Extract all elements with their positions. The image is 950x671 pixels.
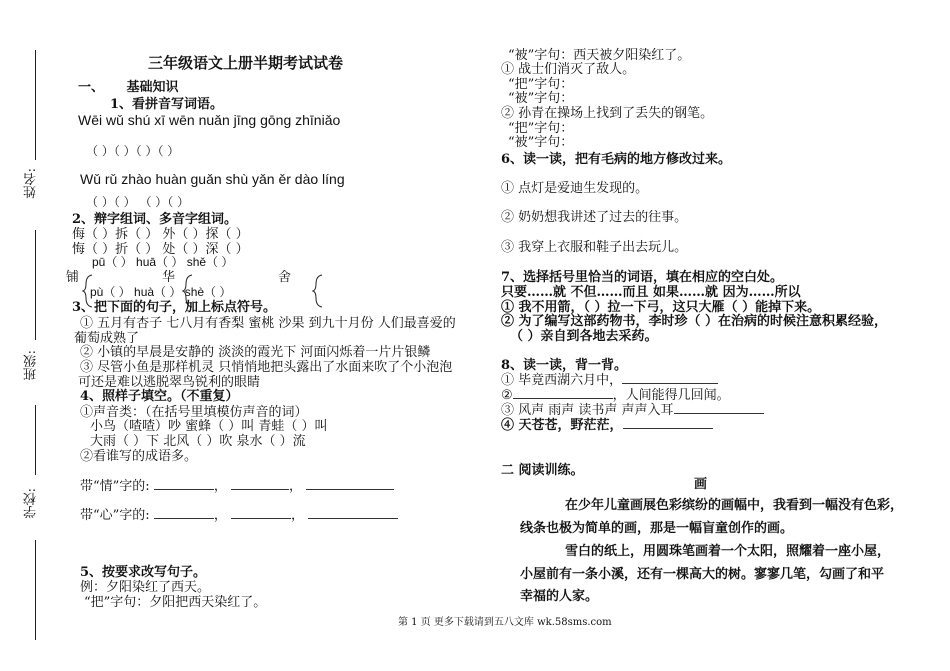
q8-item-4-blank[interactable] — [623, 416, 713, 429]
q1-blank-row-2: （ ）（ ） （ ）（ ） — [86, 195, 190, 209]
q7-item-2: ② 为了编写这部药物书，李时珍（ ）在治病的时候注意积累经验， — [501, 314, 888, 329]
name-label: 姓名: — [24, 168, 39, 199]
q2-title: 2、辩字组词、多音字组词。 — [72, 212, 238, 227]
q4-title: 4、照样子填空。（不重复） — [80, 389, 239, 404]
q2-row-2: 悔（ ）折（ ） 处（ ）深（ ） — [72, 242, 249, 257]
q8-item-1-blank[interactable] — [622, 371, 718, 384]
reading-p1-line1: 在少年儿童画展色彩缤纷的画幅中，我看到一幅没有色彩， — [565, 498, 904, 513]
q3-item-2: ② 小镇的早晨是安静的 淡淡的霞光下 河面闪烁着一片片银鳞 — [80, 345, 431, 360]
q4-xin-blank-3[interactable] — [308, 506, 398, 519]
q2-row-1: 侮（ ）拆（ ） 外（ ）探（ ） — [72, 227, 249, 242]
q5-item-2: ② 孙青在操场上找到了丢失的钢笔。 — [501, 106, 714, 121]
q3-item-3b: 可还是难以逃脱翠鸟锐利的眼睛 — [78, 375, 261, 390]
reading-p2-line3: 幸福的人家。 — [520, 589, 599, 604]
q1-pinyin-row-2: Wǔ rǔ zhào huàn guǎn shù yǎn ěr dào líng — [80, 171, 345, 187]
margin-line-top — [35, 50, 36, 160]
q8-item-2-text: ，人间能得几回闻。 — [612, 388, 730, 403]
q8-title: 8、读一读，背一背。 — [501, 358, 628, 373]
q5-example: 例：夕阳染红了西天。 — [80, 580, 211, 595]
q5-example-bei: “被”字句：西天被夕阳染红了。 — [508, 48, 691, 63]
page-footer: 第 1 页 更多下载请到五八文库 wk.58sms.com — [398, 617, 612, 628]
reading-p2-line1: 雪白的纸上，用圆珠笔画着一个太阳，照耀着一座小屋， — [565, 544, 891, 559]
page-title: 三年级语文上册半期考试试卷 — [148, 54, 344, 72]
q7-item-2b: （ ）亲自到各地去采药。 — [510, 329, 658, 344]
q6-item-2: ② 奶奶想我讲述了过去的往事。 — [501, 210, 688, 225]
q8-item-3-blank[interactable] — [674, 401, 764, 414]
class-label: 班级: — [24, 350, 39, 381]
q8-item-3-text: ③ 风声 雨声 读书声 声声入耳 — [501, 403, 674, 418]
q1-blank-row-1: （ ）（ ）（ ）（ ） — [86, 144, 180, 158]
q4-row-2: 大雨（ ）下 北风（ ）吹 泉水（ ）流 — [90, 434, 306, 449]
q1-title: 1、看拼音写词语。 — [110, 97, 224, 112]
section-1-label: 基础知识 — [126, 80, 179, 95]
q4-qing-blank-2[interactable] — [231, 477, 289, 490]
q4-xin-blank-2[interactable] — [231, 506, 291, 519]
q4-sub-1: ①声音类：（在括号里填模仿声音的词） — [80, 405, 308, 420]
q2-char-3: 舍 — [278, 270, 292, 285]
q2-pinyin-row-1: pū（ ） huā（ ） shě（ ） — [92, 255, 234, 269]
q5-title: 5、按要求改写句子。 — [80, 565, 207, 580]
q3-item-1b: 葡萄成熟了 — [74, 331, 140, 346]
q5-item-1-ba: “把”字句： — [508, 77, 574, 92]
school-label: 学校: — [24, 488, 39, 519]
q5-item-2-bei: “被”字句： — [508, 135, 574, 150]
q3-item-1: ① 五月有杏子 七八月有香梨 蜜桃 沙果 到九十月份 人们最喜爱的 — [80, 316, 456, 331]
q6-title: 6、读一读，把有毛病的地方修改过来。 — [501, 152, 732, 167]
q4-row-1: 小鸟（喳喳）吵 蜜蜂（ ）叫 青蛙（ ）叫 — [90, 419, 328, 434]
q8-item-2-num: ② — [501, 388, 513, 403]
reading-p2-line2: 小屋前有一条小溪，还有一棵高大的树。寥寥几笔，勾画了和平 — [520, 567, 885, 582]
q2-char-2: 华 — [162, 270, 176, 285]
q4-qing-blank-1[interactable] — [154, 477, 214, 490]
q5-item-1: ① 战士们消灭了敌人。 — [501, 62, 636, 77]
section-1-number: 一、 — [78, 80, 105, 95]
q7-item-1: ① 我不用箭，（ ）拉一下弓，这只大雁（ ）能掉下来。 — [501, 300, 821, 315]
q6-item-3: ③ 我穿上衣服和鞋子出去玩儿。 — [501, 240, 688, 255]
margin-line-bottom — [35, 540, 36, 640]
q4-xin-label: 带“心”字的: — [80, 508, 150, 523]
margin-line-mid — [35, 230, 36, 340]
q4-sub-2: ②看谁写的成语多。 — [80, 449, 198, 464]
q5-item-1-bei: “被”字句： — [508, 91, 574, 106]
reading-p1-line2: 线条也极为简单的画，那是一幅盲童创作的画。 — [520, 521, 794, 536]
q5-item-2-ba: “把”字句： — [508, 121, 574, 136]
margin-line-low — [35, 405, 36, 475]
q2-pinyin-row-2: pù（ ） huà（ ） shè（ ） — [90, 285, 232, 299]
q3-item-3: ③ 尽管小鱼是那样机灵 只悄悄地把头露出了水面来吹了个小泡泡 — [80, 360, 453, 375]
q4-qing-blank-3[interactable] — [306, 477, 394, 490]
q3-title: 3、把下面的句子，加上标点符号。 — [72, 300, 277, 315]
q8-item-4 — [501, 414, 713, 433]
reading-title: 画 — [694, 477, 708, 492]
q6-item-1: ① 点灯是爱迪生发现的。 — [501, 181, 649, 196]
q2-char-1: 铺 — [66, 270, 80, 285]
section-2-heading: 二 阅读训练。 — [501, 463, 584, 478]
q7-title: 7、选择括号里恰当的词语，填在相应的空白处。 — [501, 270, 784, 285]
q4-xin-row: 带“心”字的: ， ， — [80, 504, 398, 523]
q5-example-ba: “把”字句：夕阳把西天染红了。 — [84, 595, 267, 610]
q8-item-4-text: ④ 天苍苍，野茫茫， — [501, 418, 623, 433]
q4-xin-blank-1[interactable] — [154, 506, 214, 519]
q7-word-choices: 只要……就 不但……而且 如果……就 因为……所以 — [501, 285, 801, 300]
brace-3 — [312, 274, 324, 308]
q8-item-1-text: ① 毕竟西湖六月中， — [501, 373, 623, 388]
q4-qing-row: 带“情”字的: ， ， — [80, 475, 394, 494]
q1-pinyin-row-1: Wēi wǔ shú xī wēn nuǎn jīng gōng zhīniǎo — [78, 112, 341, 128]
q4-qing-label: 带“情”字的: — [80, 479, 150, 494]
q8-item-2-blank[interactable] — [513, 386, 613, 399]
